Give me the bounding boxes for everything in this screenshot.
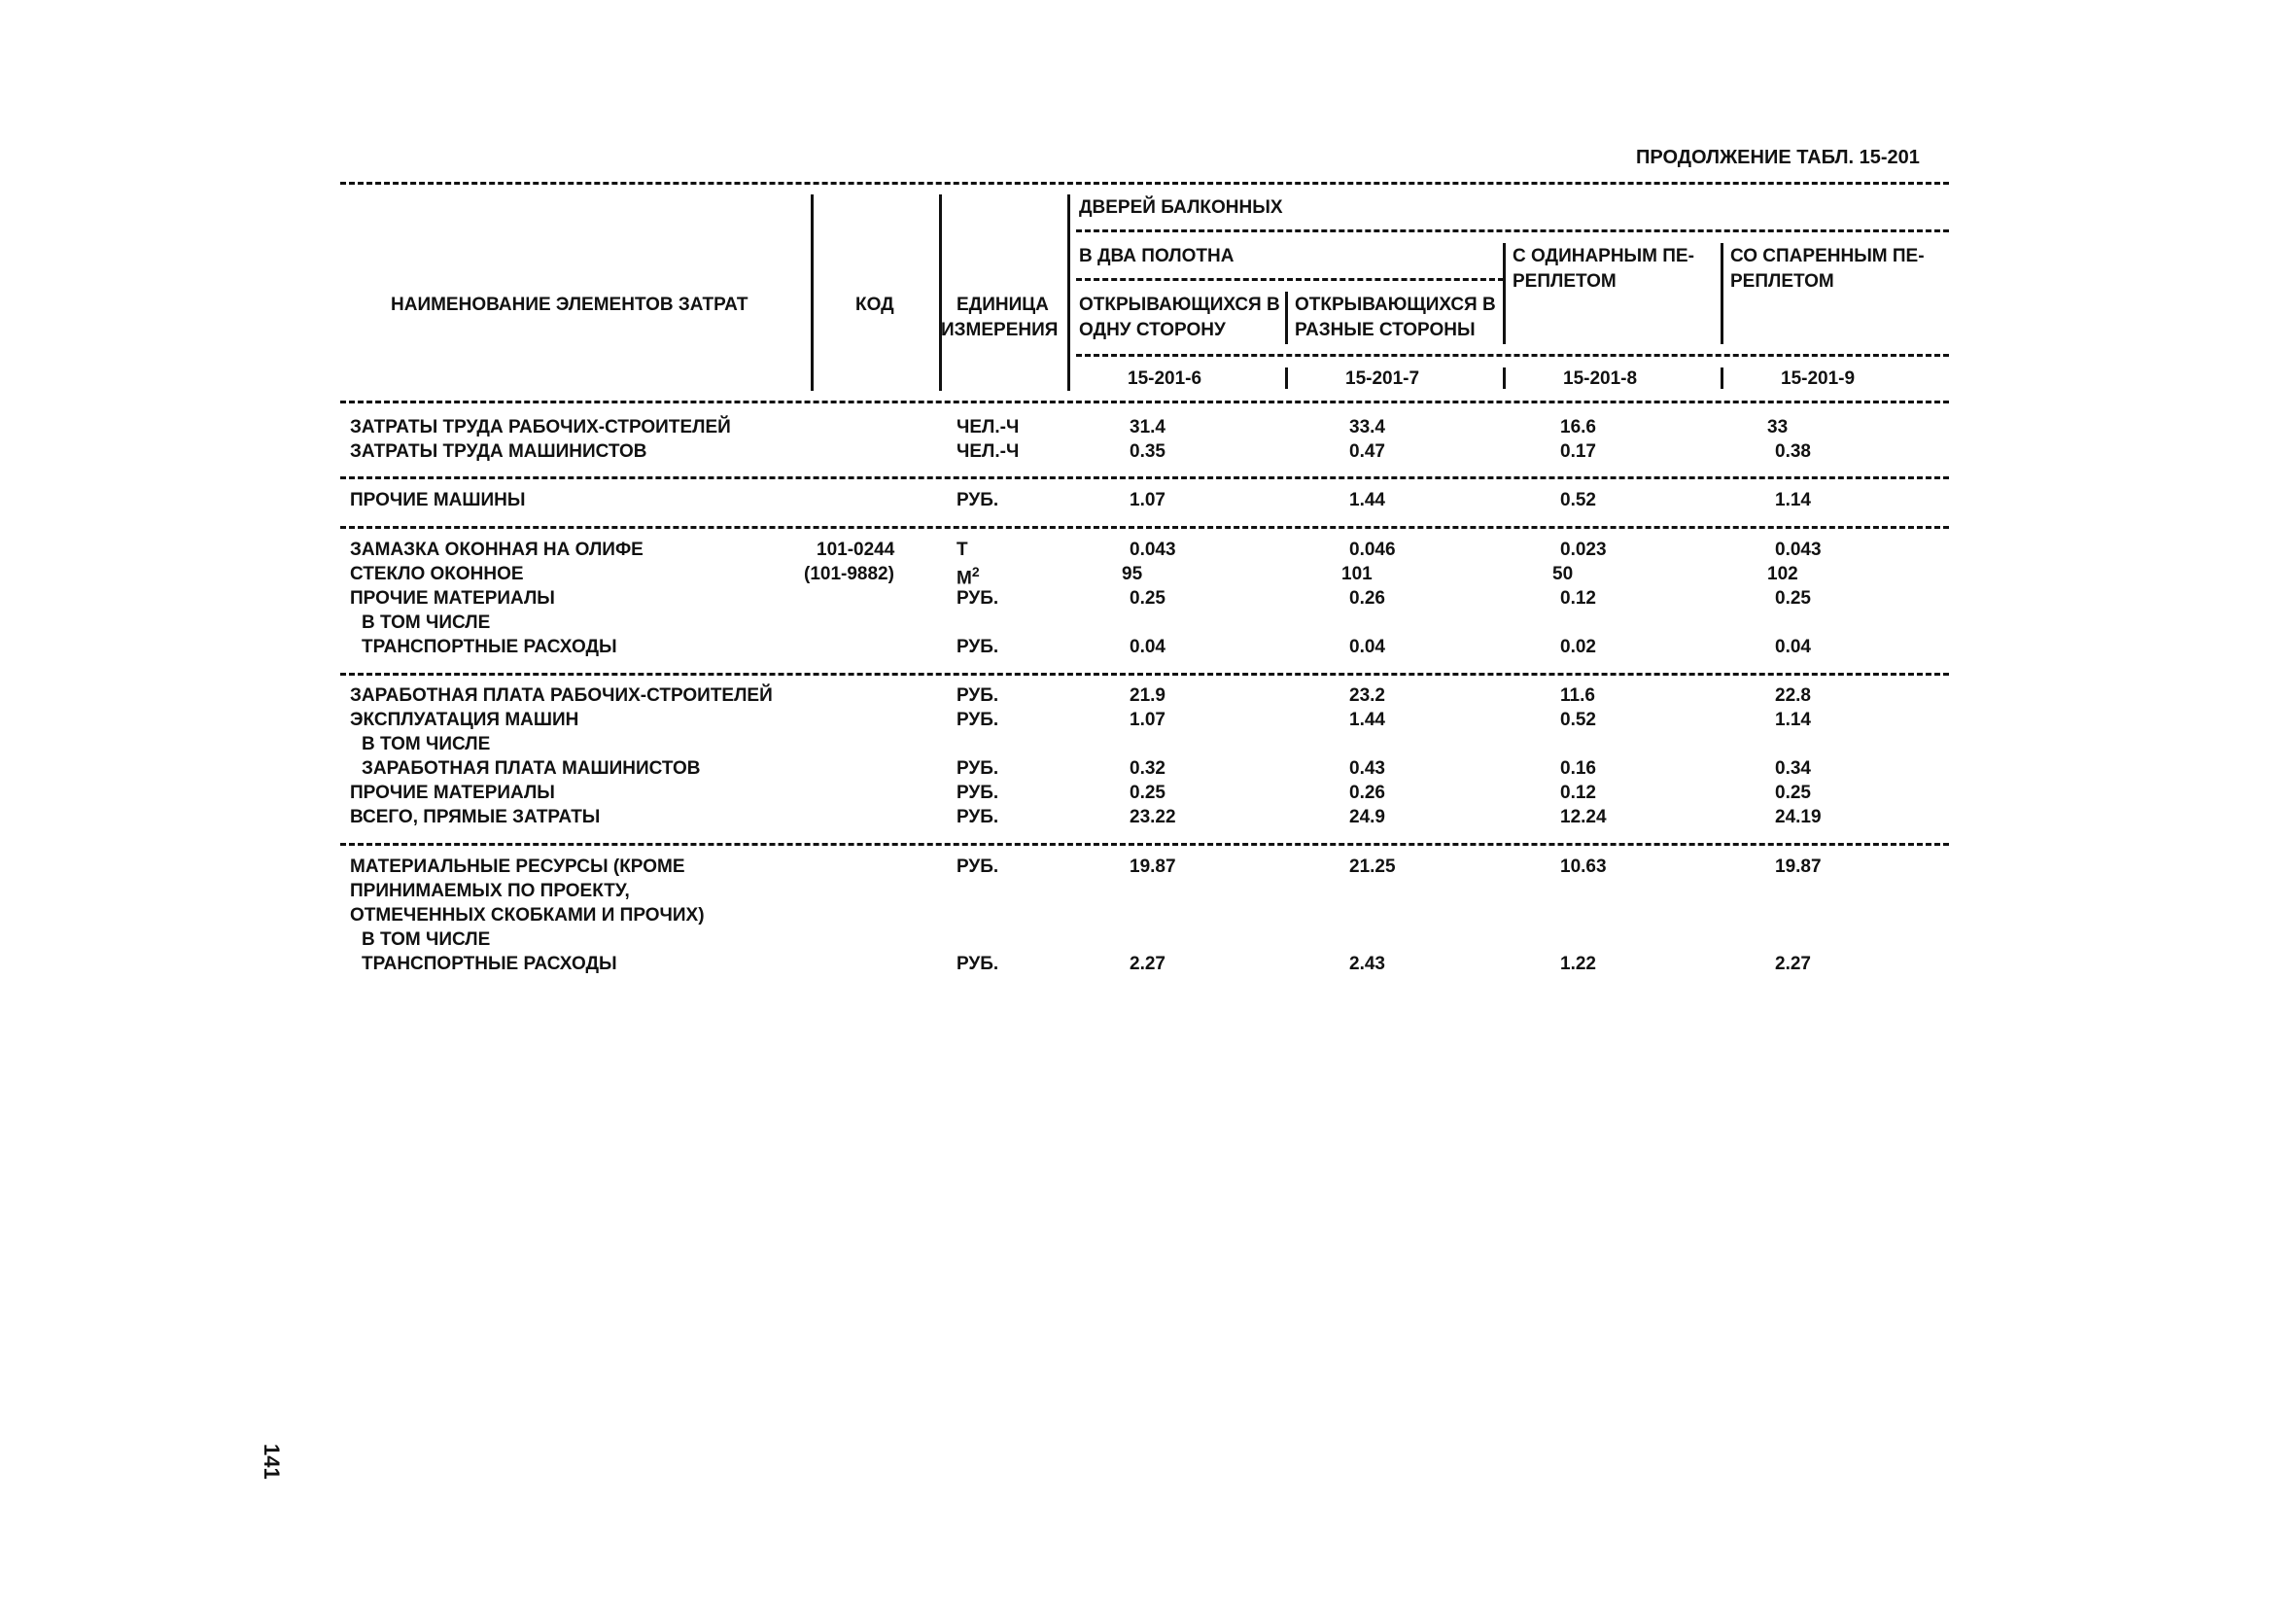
col-divider-8b bbox=[1721, 367, 1723, 389]
row-value-col8: 50 bbox=[1552, 564, 1574, 584]
row-value-col6: 0.25 bbox=[1130, 783, 1165, 803]
row-value-col7: 0.26 bbox=[1349, 783, 1385, 803]
header-col8-line2: РЕПЛЕТОМ bbox=[1513, 271, 1617, 292]
row-name: ОТМЕЧЕННЫХ СКОБКАМИ И ПРОЧИХ) bbox=[350, 905, 705, 926]
header-code-col7: 15-201-7 bbox=[1345, 368, 1420, 389]
row-name: ПРОЧИЕ МАШИНЫ bbox=[350, 490, 526, 510]
row-value-col8: 12.24 bbox=[1560, 807, 1607, 827]
row-value-col9: 0.04 bbox=[1775, 637, 1811, 657]
row-value-col7: 24.9 bbox=[1349, 807, 1385, 827]
row-name: ЗАТРАТЫ ТРУДА МАШИНИСТОВ bbox=[350, 441, 647, 462]
row-unit bbox=[957, 638, 998, 656]
row-name: МАТЕРИАЛЬНЫЕ РЕСУРСЫ (КРОМЕ bbox=[350, 856, 685, 877]
row-value-col8: 0.12 bbox=[1560, 588, 1596, 609]
row-name: ТРАНСПОРТНЫЕ РАСХОДЫ bbox=[362, 954, 617, 974]
row-name: ЗАРАБОТНАЯ ПЛАТА МАШИНИСТОВ bbox=[362, 758, 701, 779]
row-name: ЗАМАЗКА ОКОННАЯ НА ОЛИФЕ bbox=[350, 540, 644, 560]
header-col7-line1: ОТКРЫВАЮЩИХСЯ В bbox=[1295, 295, 1496, 315]
header-unit-line1: ЕДИНИЦА bbox=[957, 295, 1049, 315]
row-value-col9: 0.25 bbox=[1775, 588, 1811, 609]
row-value-col9: 0.25 bbox=[1775, 783, 1811, 803]
row-unit bbox=[957, 808, 998, 826]
row-unit-text: РУБ. bbox=[957, 758, 999, 779]
row-value-col9: 1.14 bbox=[1775, 710, 1811, 730]
row-value-col8: 0.17 bbox=[1560, 441, 1596, 462]
row-value-col6: 0.043 bbox=[1130, 540, 1176, 560]
row-value-col6: 19.87 bbox=[1130, 856, 1176, 877]
col-divider-code bbox=[939, 194, 942, 391]
row-value-col7: 1.44 bbox=[1349, 710, 1385, 730]
row-unit-text: РУБ. bbox=[957, 954, 999, 974]
row-unit bbox=[957, 784, 998, 802]
row-value-col6: 0.32 bbox=[1130, 758, 1165, 779]
row-value-col9: 2.27 bbox=[1775, 954, 1811, 974]
row-unit-text: РУБ. bbox=[957, 783, 999, 803]
row-unit bbox=[957, 589, 998, 608]
row-unit bbox=[957, 686, 998, 705]
row-unit-text: РУБ. bbox=[957, 807, 999, 827]
row-unit bbox=[957, 565, 980, 587]
row-value-col8: 0.02 bbox=[1560, 637, 1596, 657]
row-unit bbox=[957, 711, 998, 729]
row-value-col7: 23.2 bbox=[1349, 685, 1385, 706]
row-unit bbox=[957, 955, 998, 973]
row-value-col6: 0.04 bbox=[1130, 637, 1165, 657]
row-name: ТРАНСПОРТНЫЕ РАСХОДЫ bbox=[362, 637, 617, 657]
row-value-col6: 31.4 bbox=[1130, 417, 1165, 437]
row-value-col9: 24.19 bbox=[1775, 807, 1822, 827]
section-rule-2 bbox=[340, 526, 1949, 529]
row-value-col8: 11.6 bbox=[1560, 685, 1595, 706]
row-value-col6: 1.07 bbox=[1130, 710, 1165, 730]
header-group: ДВЕРЕЙ БАЛКОННЫХ bbox=[1079, 197, 1283, 218]
header-unit-line2: ИЗМЕРЕНИЯ bbox=[941, 320, 1059, 340]
col-divider-6 bbox=[1285, 292, 1288, 344]
row-unit bbox=[957, 541, 968, 559]
row-value-col7: 21.25 bbox=[1349, 856, 1396, 877]
col-divider-unit bbox=[1067, 194, 1070, 391]
header-subgroup: В ДВА ПОЛОТНА bbox=[1079, 246, 1235, 266]
header-code-col8: 15-201-8 bbox=[1563, 368, 1638, 389]
row-code: (101-9882) bbox=[804, 564, 894, 584]
col-divider-name bbox=[811, 194, 814, 391]
row-unit bbox=[957, 418, 1019, 437]
row-value-col9: 0.34 bbox=[1775, 758, 1811, 779]
row-unit-text: ЧЕЛ.-Ч bbox=[957, 441, 1020, 462]
row-value-col9: 0.043 bbox=[1775, 540, 1822, 560]
row-unit bbox=[957, 442, 1019, 461]
row-value-col6: 0.35 bbox=[1130, 441, 1165, 462]
section-rule-3 bbox=[340, 673, 1949, 676]
col-divider-8 bbox=[1721, 243, 1723, 344]
row-value-col6: 21.9 bbox=[1130, 685, 1165, 706]
row-value-col7: 101 bbox=[1341, 564, 1373, 584]
row-value-col9: 22.8 bbox=[1775, 685, 1811, 706]
row-value-col8: 0.023 bbox=[1560, 540, 1607, 560]
row-name: ПРОЧИЕ МАТЕРИАЛЫ bbox=[350, 588, 555, 609]
row-value-col9: 19.87 bbox=[1775, 856, 1822, 877]
row-code: 101-0244 bbox=[817, 540, 895, 560]
col-divider-7 bbox=[1503, 243, 1506, 344]
header-code: КОД bbox=[855, 295, 894, 315]
row-name: СТЕКЛО ОКОННОЕ bbox=[350, 564, 524, 584]
row-name: ЗАТРАТЫ ТРУДА РАБОЧИХ-СТРОИТЕЛЕЙ bbox=[350, 417, 731, 437]
row-value-col9: 1.14 bbox=[1775, 490, 1811, 510]
table-caption: ПРОДОЛЖЕНИЕ ТАБЛ. 15-201 bbox=[1636, 147, 1920, 168]
row-unit-superscript: 2 bbox=[971, 564, 980, 579]
row-value-col8: 16.6 bbox=[1560, 417, 1596, 437]
row-value-col7: 0.26 bbox=[1349, 588, 1385, 609]
group-rule bbox=[1076, 229, 1949, 232]
header-code-col6: 15-201-6 bbox=[1128, 368, 1202, 389]
row-value-col6: 95 bbox=[1122, 564, 1143, 584]
row-name: ЗАРАБОТНАЯ ПЛАТА РАБОЧИХ-СТРОИТЕЛЕЙ bbox=[350, 685, 773, 706]
row-value-col7: 0.046 bbox=[1349, 540, 1396, 560]
row-value-col8: 0.52 bbox=[1560, 490, 1596, 510]
row-unit bbox=[957, 857, 998, 876]
row-unit-text: ЧЕЛ.-Ч bbox=[957, 417, 1020, 437]
header-code-col9: 15-201-9 bbox=[1781, 368, 1856, 389]
header-col6-line1: ОТКРЫВАЮЩИХСЯ В bbox=[1079, 295, 1280, 315]
row-value-col8: 0.12 bbox=[1560, 783, 1596, 803]
row-value-col7: 2.43 bbox=[1349, 954, 1385, 974]
row-value-col6: 1.07 bbox=[1130, 490, 1165, 510]
row-name: ВСЕГО, ПРЯМЫЕ ЗАТРАТЫ bbox=[350, 807, 601, 827]
row-value-col7: 0.47 bbox=[1349, 441, 1385, 462]
row-unit-text: М bbox=[957, 568, 972, 589]
row-name: ЭКСПЛУАТАЦИЯ МАШИН bbox=[350, 710, 579, 730]
row-unit-text: РУБ. bbox=[957, 637, 999, 657]
row-unit-text: РУБ. bbox=[957, 856, 999, 877]
row-value-col7: 0.43 bbox=[1349, 758, 1385, 779]
row-unit-text: РУБ. bbox=[957, 685, 999, 706]
header-col9-line2: РЕПЛЕТОМ bbox=[1730, 271, 1834, 292]
header-col6-line2: ОДНУ СТОРОНУ bbox=[1079, 320, 1226, 340]
row-unit-text: РУБ. bbox=[957, 710, 999, 730]
row-unit-text: Т bbox=[957, 540, 968, 560]
row-unit-text: РУБ. bbox=[957, 588, 999, 609]
row-value-col9: 102 bbox=[1767, 564, 1798, 584]
row-name: В ТОМ ЧИСЛЕ bbox=[362, 929, 491, 950]
row-name: В ТОМ ЧИСЛЕ bbox=[362, 612, 491, 633]
header-top-rule bbox=[340, 182, 1949, 185]
page-number: 141 bbox=[260, 1444, 284, 1480]
row-value-col8: 10.63 bbox=[1560, 856, 1607, 877]
section-rule-1 bbox=[340, 476, 1949, 479]
row-value-col9: 33 bbox=[1767, 417, 1789, 437]
row-value-col7: 33.4 bbox=[1349, 417, 1385, 437]
row-value-col7: 0.04 bbox=[1349, 637, 1385, 657]
header-bottom-rule bbox=[340, 401, 1949, 403]
row-unit-text: РУБ. bbox=[957, 490, 999, 510]
row-name: ПРИНИМАЕМЫХ ПО ПРОЕКТУ, bbox=[350, 881, 630, 901]
row-value-col7: 1.44 bbox=[1349, 490, 1385, 510]
row-value-col8: 0.16 bbox=[1560, 758, 1596, 779]
row-value-col6: 2.27 bbox=[1130, 954, 1165, 974]
row-value-col9: 0.38 bbox=[1775, 441, 1811, 462]
subgroup-rule bbox=[1076, 278, 1504, 281]
header-col8-line1: С ОДИНАРНЫМ ПЕ- bbox=[1513, 246, 1694, 266]
header-name: НАИМЕНОВАНИЕ ЭЛЕМЕНТОВ ЗАТРАТ bbox=[391, 295, 748, 315]
row-value-col6: 23.22 bbox=[1130, 807, 1176, 827]
header-col7-line2: РАЗНЫЕ СТОРОНЫ bbox=[1295, 320, 1476, 340]
row-name: ПРОЧИЕ МАТЕРИАЛЫ bbox=[350, 783, 555, 803]
col-divider-7b bbox=[1503, 367, 1506, 389]
row-value-col8: 1.22 bbox=[1560, 954, 1596, 974]
section-rule-4 bbox=[340, 843, 1949, 846]
col-divider-6b bbox=[1285, 367, 1288, 389]
header-col9-line1: СО СПАРЕННЫМ ПЕ- bbox=[1730, 246, 1925, 266]
codes-rule bbox=[1076, 354, 1949, 357]
row-name: В ТОМ ЧИСЛЕ bbox=[362, 734, 491, 754]
row-value-col6: 0.25 bbox=[1130, 588, 1165, 609]
row-unit bbox=[957, 759, 998, 778]
row-value-col8: 0.52 bbox=[1560, 710, 1596, 730]
row-unit bbox=[957, 491, 998, 509]
